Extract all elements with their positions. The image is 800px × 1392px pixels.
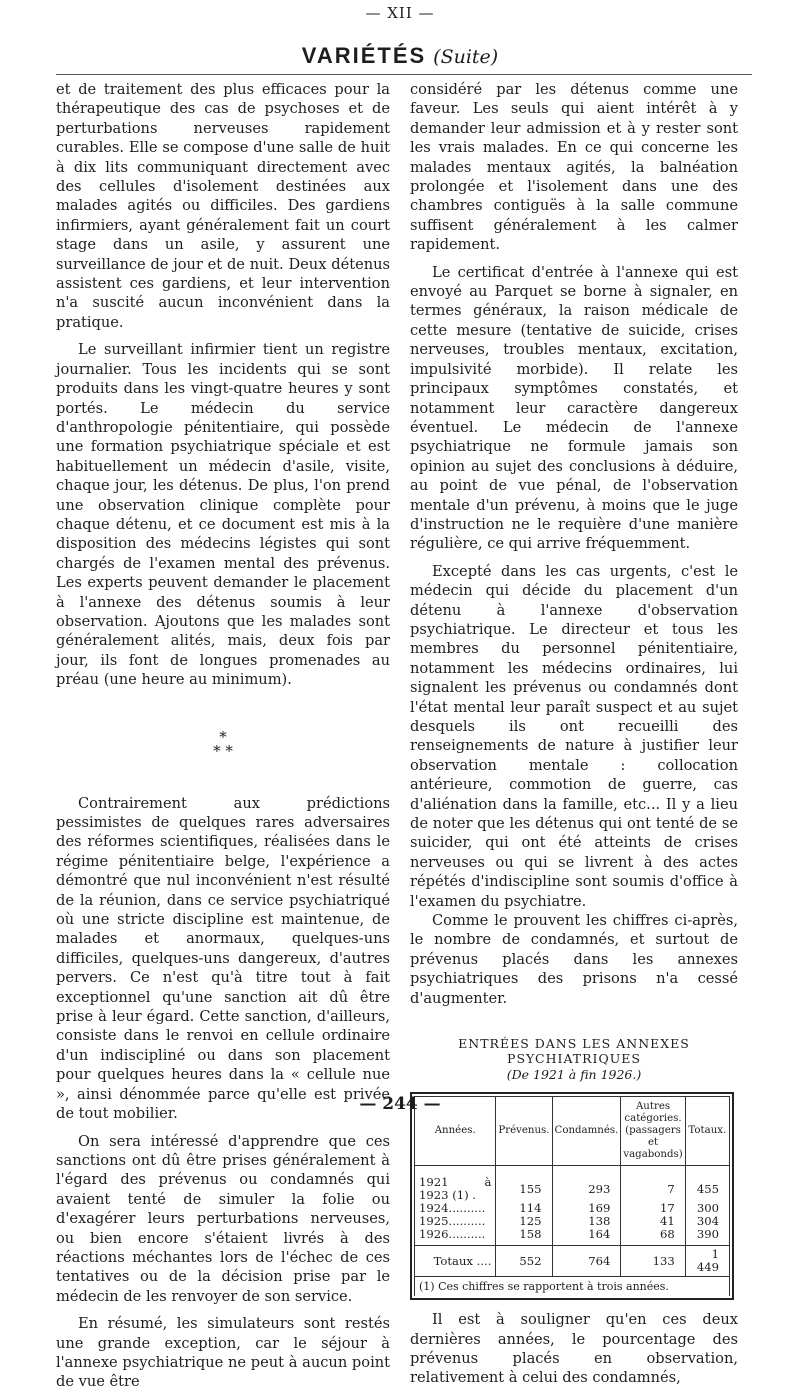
running-title-main: VARIÉTÉS xyxy=(301,43,427,68)
table-cell: 133 xyxy=(621,1246,685,1277)
right-column xyxy=(410,80,738,1388)
left-column xyxy=(56,80,390,1392)
table-cell: 552 xyxy=(496,1246,552,1277)
section-separator xyxy=(56,727,390,760)
table-cell: 764 xyxy=(552,1246,621,1277)
table-cell: 125 xyxy=(496,1215,552,1228)
table-cell: 300 xyxy=(685,1202,729,1215)
table-header: Totaux. xyxy=(685,1097,729,1166)
table-cell: 68 xyxy=(621,1228,685,1246)
page-roman-numeral: — XII — xyxy=(365,4,435,22)
page-number: — 244 — xyxy=(359,1094,441,1114)
table-row xyxy=(415,1166,730,1203)
table-header: Années. xyxy=(415,1097,496,1166)
entries-table xyxy=(410,1092,734,1300)
table-row xyxy=(415,1202,730,1215)
table-cell: 7 xyxy=(621,1166,685,1203)
paragraph: Le certificat d'entrée à l'annexe qui est envoyé au Parquet se borne à signaler, en termes généraux, la raison médicale de cette mesure (tentative de suicide, crises nerveuses, troubles mentaux, excitation, impulsivité morbide). Il relate les principaux symptômes constatés, et notamment leur caractère dangereux éventuel. Le médecin de l'annexe psychiatrique ne formule jamais son opinion au sujet des conclusions à déduire, au point de vue pénal, de l'observation mentale d'un prévenu, à moins que le juge d'instruction ne le requière d'une manière régulière, ce qui arrive fréquemment. xyxy=(410,263,738,553)
table-header: Condamnés. xyxy=(552,1097,621,1166)
table-cell: 17 xyxy=(621,1202,685,1215)
table-cell: 455 xyxy=(685,1166,729,1203)
table-total-row xyxy=(415,1246,730,1277)
paragraph: considéré par les détenus comme une faveur. Les seuls qui aient intérêt à y demander leur admission et à y rester sont les vrais malades. En ce qui concerne les malades mentaux agités, la balnéation prolongée et l'isolement dans une des chambres contiguës à la salle commune suffisent généralement à les calmer rapidement. xyxy=(410,81,738,254)
table-cell: 293 xyxy=(552,1166,621,1203)
table-header: Prévenus. xyxy=(496,1097,552,1166)
table-cell: Totaux .... xyxy=(415,1246,496,1277)
table-cell: 164 xyxy=(552,1228,621,1246)
table-row xyxy=(415,1228,730,1246)
header-rule xyxy=(56,74,752,75)
paragraph: et de traitement des plus efficaces pour la thérapeutique des cas de psychoses et de perturbations nerveuses rapidement curables. Elle se compose d'une salle de huit à dix lits communiquant directement avec des cellules d'isolement destinées aux malades agités ou difficiles. Des gardiens infirmiers, ayant généralement fait un court stage dans un asile, y assurent une surveillance de jour et de nuit. Deux détenus assistent ces gardiens, et leur intervention n'a suscité aucun inconvénient dans la pratique. xyxy=(56,81,390,331)
asterism-bottom: * * xyxy=(213,741,233,760)
table-caption: ENTRÉES DANS LES ANNEXES PSYCHIATRIQUES xyxy=(458,1036,690,1067)
paragraph: Contrairement aux prédictions pessimistes de quelques rares adversaires des réformes scientifiques, réalisées dans le régime pénitentiaire belge, l'expérience a démontré que nul inconvénient n'est résulté de la réunion, dans ce service psychiatriqué où une stricte discipline est maintenue, de malades et anormaux, quelques-uns difficiles, quelques-uns dangereux, d'autres pervers. Ce n'est qu'à titre tout à fait exceptionnel qu'une sanction ait dû être prise à leur égard. Cette sanction, d'ailleurs, consiste dans le renvoi en cellule ordinaire d'un indiscipliné ou dans son placement pour quelques heures dans la « cellule nue », ainsi dénommée parce qu'elle est privée de tout mobilier. xyxy=(56,794,390,1123)
table-cell: 169 xyxy=(552,1202,621,1215)
table-subcaption: (De 1921 à fin 1926.) xyxy=(506,1067,642,1083)
table-row xyxy=(415,1215,730,1228)
table-cell: 1926.......... xyxy=(415,1228,496,1246)
paragraph: Excepté dans les cas urgents, c'est le médecin qui décide du placement d'un détenu à l'annexe d'observation psychiatrique. Le directeur et tous les membres du personnel pénitentiaire, notamment les médecins ordinaires, lui signalent les prévenus ou condamnés dont l'état mental leur paraît suspect et au sujet desquels ils ont recueilli des renseignements de nature à justifier leur observation mentale : collocation antérieure, commotion de guerre, cas d'aliénation dans la famille, etc... Il y a lieu de noter que les détenus qui ont tenté de se suicider, qui ont été atteints de crises nerveuses ou qui se livrent à des actes répétés d'indiscipline sont soumis d'office à l'examen du psychiatre. xyxy=(410,562,738,910)
table-cell: 155 xyxy=(496,1166,552,1203)
table-cell: 114 xyxy=(496,1202,552,1215)
paragraph: On sera intéressé d'apprendre que ces sanctions ont dû être prises généralement à l'égard des prévenus ou condamnés qui avaient tenté de simuler la folie ou d'exagérer leurs perturbations nerveuses, ou bien encore s'étaient livrés à des réactions méchantes lors de l'échec de ces tentatives ou de la décision prise par le médecin de les renvoyer de son service. xyxy=(56,1132,390,1305)
paragraph: Il est à souligner qu'en ces deux dernières années, le pourcentage des prévenus placés en observation, relativement à celui des condamnés, xyxy=(410,1311,738,1387)
table-cell: 1924.......... xyxy=(415,1202,496,1215)
paragraph: Comme le prouvent les chiffres ci-après, le nombre de condamnés, et surtout de prévenus placés dans les annexes psychiatriques des prisons n'a cessé d'augmenter. xyxy=(410,912,738,1007)
table-cell: 138 xyxy=(552,1215,621,1228)
table-cell: 390 xyxy=(685,1228,729,1246)
table-cell: 1925.......... xyxy=(415,1215,496,1228)
table-note-row xyxy=(415,1277,730,1297)
paragraph: Le surveillant infirmier tient un registre journalier. Tous les incidents qui se sont produits dans les vingt-quatre heures y sont portés. Le médecin du service d'anthropologie pénitentiaire, qui possède une formation psychiatrique spéciale et est habituellement un médecin d'asile, visite, chaque jour, les détenus. De plus, l'on prend une observation clinique complète pour chaque détenu, et ce document est mis à la disposition des médecins légistes qui sont chargés de l'examen mental des prévenus. Les experts peuvent demander le placement à l'annexe des détenus soumis à leur observation. Ajoutons que les malades sont généralement alités, mais, deux fois par jour, ils font de longues promenades au préau (une heure au minimum). xyxy=(56,341,390,689)
table-cell: 41 xyxy=(621,1215,685,1228)
running-title-suffix: (Suite) xyxy=(433,46,499,68)
table-cell: 304 xyxy=(685,1215,729,1228)
table-footnote: (1) Ces chiffres se rapportent à trois années. xyxy=(415,1277,730,1297)
table-cell: 158 xyxy=(496,1228,552,1246)
running-title xyxy=(0,44,800,69)
table-cell: 1 449 xyxy=(685,1246,729,1277)
asterism-top: * xyxy=(219,727,227,746)
paragraph: En résumé, les simulateurs sont restés une grande exception, car le séjour à l'annexe psychiatrique ne peut à aucun point de vue être xyxy=(56,1315,390,1391)
table-header: Autres catégories. (passagers et vagabonds) xyxy=(621,1097,685,1166)
table-cell: 1921 à 1923 (1) . xyxy=(415,1166,496,1203)
